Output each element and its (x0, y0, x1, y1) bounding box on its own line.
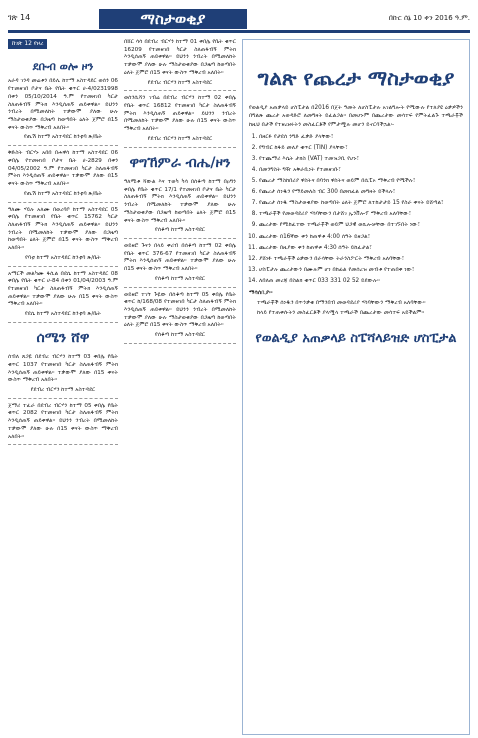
requirement-item: 12. ያሸነፉ ተጫራቾች ዕቃውን በራሳቸው ትራንስፖርት ማቅረብ አለባቸው፣ (259, 255, 463, 263)
requirement-item: 11. ጨረታው በዚያው ቀን ከጠዋቱ 4:30 ሰዓት ይከፈታል፣ (259, 244, 463, 252)
issuer-name: የወልዲያ አጠቃላይ ስፔሻላይዝድ ሆስፒታል (255, 331, 457, 347)
notice (8, 271, 118, 323)
notice-signature: የሰቆጣ ከተማ አስተዳደር (154, 332, 206, 339)
notice (124, 39, 236, 91)
notice (8, 78, 118, 146)
tender-title: ግልጽ የጨረታ ማስታወቂያ (257, 66, 455, 90)
requirement-item: 13. ሆስፒታሉ ጨረታውን በሙሉም ሆነ በከፊል የመሰረዝ መብቱ የተጠበቀ ነው፣ (259, 266, 463, 274)
notice (124, 292, 236, 344)
notice-text: ዓለሙ ሃይሉ አለሙ በወረባቦ ከተማ አስተዳደር 05 ቀበሌ የተመዘገበ የቤት ቁጥር 15762 ካርታ ስለጠፋብኝ ምትክ እንዲሰጠኝ ጠይቀዋል። ይህንን ንብረት በሚመለከት ተቃውሞ ያለው በጋዜጣ ከወጣበት ዕለት ጀምሮ በ15 ቀናት ውስጥ ማቅረብ አለበት። (8, 206, 118, 252)
columns (8, 39, 470, 735)
notice-text: ወሰንሲሻን ገብሬ በደብረ ብርሃን ከተማ 02 ቀበሌ የቤት ቁጥር 16812 የተመዘገበ ካርታ ስለጠፋብኝ ምትክ እንዲሰጠኝ ጠይቀዋል። ይህንን ንብረት በሚመለከት ተቃውሞ ያለው ሁሉ በ15 ቀናት ውስጥ ማቅረብ አለበት። (124, 95, 236, 133)
continued-label: ከገጽ 12 የዞረ (8, 39, 47, 49)
notice-text: ወይዘሮ ተገኘ ጉዬው በሰቆጣ ከተማ 05 ቀበሌ የቤት ቁጥር ከ/168/08 የተመዘገበ ካርታ ስለጠፋብኝ ምትክ እንዲሰጠኝ ጠይቀዋል። ይህንን ንብረት በሚመለከት ተቃውሞ ያለው ሁሉ ማስታወቂያው በጋዜጣ ከወጣበት ዕለት ጀምሮ በ15 ቀናት ውስጥ ማቅረብ አለበት። (124, 291, 236, 329)
zone-heading: ደቡብ ወሎ ዞን (32, 60, 94, 74)
note-item: ከላይ የተጠቀሱትን መስፈርቶች ያላሟላ ተጫራች በጨረታው መሳተፍ አይችልም፡፡ (257, 310, 425, 317)
tender-intro: የወልዲያ አጠቃላይ ሆስፒታል በ2016 በጀት ዓመት ለሆስፒታሉ አገልግሎት የሚውሉ የተለያዩ ዕቃዎችን በግልጽ ጨረታ አወዳድሮ ለመግዛት ይፈልጋል። በመሆኑም በጨረታው መሳተፍ የምትፈልጉ ተጫራቾች ከዚህ በታች የተዘረዘሩትን መስፈርቶች የምታሟሉ መሆን ይኖርባችኋል፡- (249, 105, 463, 128)
notice-text: ጀማሪ ተፈራ በደብረ ብርሃን ከተማ 05 ቀበሌ የቤት ቁጥር 2082 የተመዘገበ ካርታ ስለጠፋብኝ ምትክ እንዲሰጠኝ ጠይቀዋል። ይህንን ንብረት በሚመለከት ተቃውሞ ያለው ሁሉ በ15 ቀናት ውስጥ ማቅረብ አለበት። (8, 402, 118, 440)
notice-signature: የሰቆጣ ከተማ አስተዳደር (154, 227, 206, 234)
notice-signature: የደሴ ከተማ አስተዳደር ከንቲባ ጽ/ቤት (25, 311, 101, 318)
requirement-item: 1. በዘርፉ የታደሰ ንግድ ፈቃድ ያላቸው፣ (259, 133, 463, 141)
notice-text: ቅድስት ብርሃኑ አበበ በሐዋሳ ከተማ አስተዳደር 06 ቀበሌ የተመዘገበ ቦታና ቤት ሀ-2829 በቀን 04/05/2002 ዓ.ም የተመዘገበ ካርታ ስለጠፋብኝ ምትክ እንዲሰጠኝ ጠይቀዋል። ተቃውሞ ያለው በ15 ቀናት ውስጥ ማቅረብ አለበት። (8, 150, 118, 188)
requirement-item: 9. ጨረታው የሚከፈተው ተጫራቾች ወይም ህጋዊ ወኪሎቻቸው በተገኙበት ነው፣ (259, 221, 463, 229)
notice-text: አማርች መልካሙ ፋሲል በደሴ ከተማ አስተዳደር 08 ቀበሌ የቤት ቁጥር ሀ-84 በቀን 01/04/2003 ዓ.ም የተመዘገበ ካርታ ስለጠፋብኝ ምትክ እንዲሰጠኝ ጠይቀዋል። ተቃውሞ ያለው ሁሉ በ15 ቀናት ውስጥ ማቅረብ አለበት። (8, 270, 118, 308)
notice-signature: የደብረ ብርሃን ከተማ አስተዳደር (147, 135, 213, 142)
requirement-item: 8. ተጫራቾች የመወዳደሪያ ሃሳባቸውን በታሸገ ኢንቨሎፕ ማቅረብ አለባቸው፣ (259, 210, 463, 218)
requirement-item: 4. በመንግስት ግዥ አቅራቢነት የተመዘገቡ፣ (259, 166, 463, 174)
notes-label: ማሳሰቢያ፡- (249, 289, 273, 296)
notice (124, 179, 236, 239)
left-column (8, 39, 118, 735)
tender-notice-box (242, 39, 470, 735)
page-number: ገጽ 14 (8, 13, 31, 22)
notice-signature: የጢሽ ከተማ አስተዳደር ከንቲባ ጽ/ቤት (23, 134, 103, 141)
notice-text: አራዳ ገንዳ መሬቱን በይሊ ከተማ አስተዳደር ወሰን 06 የተመዘገበ ቦታና ቤት የቤት ቁጥር ሀ-4/0231998 በቀን 05/10/2014 ዓ.ም የተመዘገበ ካርታ ስለጠፋብኝ ምትክ እንዲሰጠኝ ጠይቀዋል። ይህንን ንብረት በሚመለከት ተቃውሞ ያለው ሁሉ ማስታወቂያው በጋዜጣ ከወጣበት ዕለት ጀምሮ በ15 ቀናት ውስጥ ማቅረብ አለበት። (8, 78, 118, 131)
notice (124, 243, 236, 288)
notice-text: በሸር ሳሳ በደብረ ብርሃን ከተማ 01 ቀበሌ የቤት ቁጥር 16209 የተመዘገበ ካርታ ስለጠፋብኝ ምትክ እንዲሰጠኝ ጠይቀዋል። ይህንን ንብረት በሚመለከት ተቃውሞ ያለው ሁሉ ማስታወቂያው በጋዜጣ ከወጣበት ዕለት ጀምሮ በ15 ቀናት ውስጥ ማቅረብ አለበት። (124, 39, 236, 76)
notice-signature: የደብረ ብርሃን ከተማ አስተዳደር (30, 387, 96, 394)
section-title-text: ማስታወቂያ (99, 9, 248, 29)
notice (8, 150, 118, 202)
section-title (46, 9, 300, 28)
requirement-item: 5. የጨረታ ማስከበሪያ ዋስትና በባንክ ዋስትና ወይም በሲፒኦ ማቅረብ የሚችሉ፣ (259, 177, 463, 185)
middle-column (124, 39, 236, 735)
notice-text: ወይዘሮ ጉናን በላይ ቀሪብ በሰቆጣ ከተማ 02 ቀበሌ የቤት ቁጥር 376-67 የተመዘገበ ካርታ ስለጠፋብኝ ምትክ እንዲሰጠኝ ጠይቀዋል። ተቃውሞ ያለው ሁሉ በ15 ቀናት ውስጥ ማቅረብ አለበት። (124, 242, 236, 273)
requirement-item: 10. ጨረታው በ16ኛው ቀን ከጠዋቱ 4:00 ሰዓት ይዘጋል፣ (259, 233, 463, 241)
notice-signature: የባቲ ከተማ አስተዳደር ከንቲባ ጽ/ቤት (25, 254, 101, 261)
requirement-item: 14. ለበለጠ መረጃ በስልክ ቁጥር 033 331 02 52 ይደውሉ፡፡ (259, 277, 463, 285)
issue-date: በኩር ሰኔ 10 ቀን 2016 ዓ.ም. (388, 13, 470, 22)
notice-text: ዓለሚቱ ሻውል እና ተወካ ካሳ በሰቆጣ ከተማ በዐግን ቀበሌ የቤት ቁጥር 17/1 የተመዘገበ ቦታና ቤት ካርታ ስለጠፋብኝ ምትክ እንዲሰጠኝ ጠይቀዋል። ይህንን ንብረት በሚመለከት ተቃውሞ ያለው ሁሉ ማስታወቂያው በጋዜጣ ከወጣበት ዕለት ጀምሮ በ15 ቀናት ውስጥ ማቅረብ አለበት። (124, 178, 236, 224)
tender-requirements-list (249, 133, 463, 285)
notice-signature: የሰቆጣ ከተማ አስተዳደር (154, 275, 206, 282)
requirement-item: 7. የጨረታ ሰነዱ ማስታወቂያው ከወጣበት ዕለት ጀምሮ ለተከታታይ 15 የስራ ቀናት ይሸጣል፣ (259, 199, 463, 207)
requirement-item: 2. የግብር ከፋይ መለያ ቁጥር (TIN) ያላቸው፣ (259, 144, 463, 152)
masthead (8, 6, 470, 33)
notice-text: ሰብለ ጸጋዬ በደብረ ብርሃን ከተማ 03 ቀበሌ የቤት ቁጥር 1037 የተመዘገበ ካርታ ስለጠፋብኝ ምትክ እንዲሰጠኝ ጠይቀዋል። ተቃውሞ ያለው በ15 ቀናት ውስጥ ማቅረብ አለበት። (8, 354, 118, 384)
notice (8, 207, 118, 267)
note-item: ተጫራቾች ሰነዱን በጥንቃቄ በማንበብ መወዳደሪያ ሃሳባቸውን ማቅረብ አለባቸው፡፡ (257, 300, 426, 307)
requirement-item: 3. የተጨማሪ እሴት ታክስ (VAT) ተመዝጋቢ የሆኑ፣ (259, 155, 463, 163)
notice-signature: የጢሽ ከተማ አስተዳደር ከንቲባ ጽ/ቤት (23, 190, 103, 197)
notice (124, 95, 236, 147)
requirement-item: 6. የጨረታ ሰነዱን የማይመለስ ብር 300 በመክፈል መግዛት ይችላሉ፣ (259, 188, 463, 196)
notice (8, 403, 118, 446)
notice-signature: የደብረ ብርሃን ከተማ አስተዳደር (147, 79, 213, 86)
zone-heading: ሰሜን ሸዋ (36, 329, 90, 346)
notice (8, 354, 118, 399)
zone-heading: ዋግኸምራ ብሔ/ዞን (129, 154, 231, 171)
